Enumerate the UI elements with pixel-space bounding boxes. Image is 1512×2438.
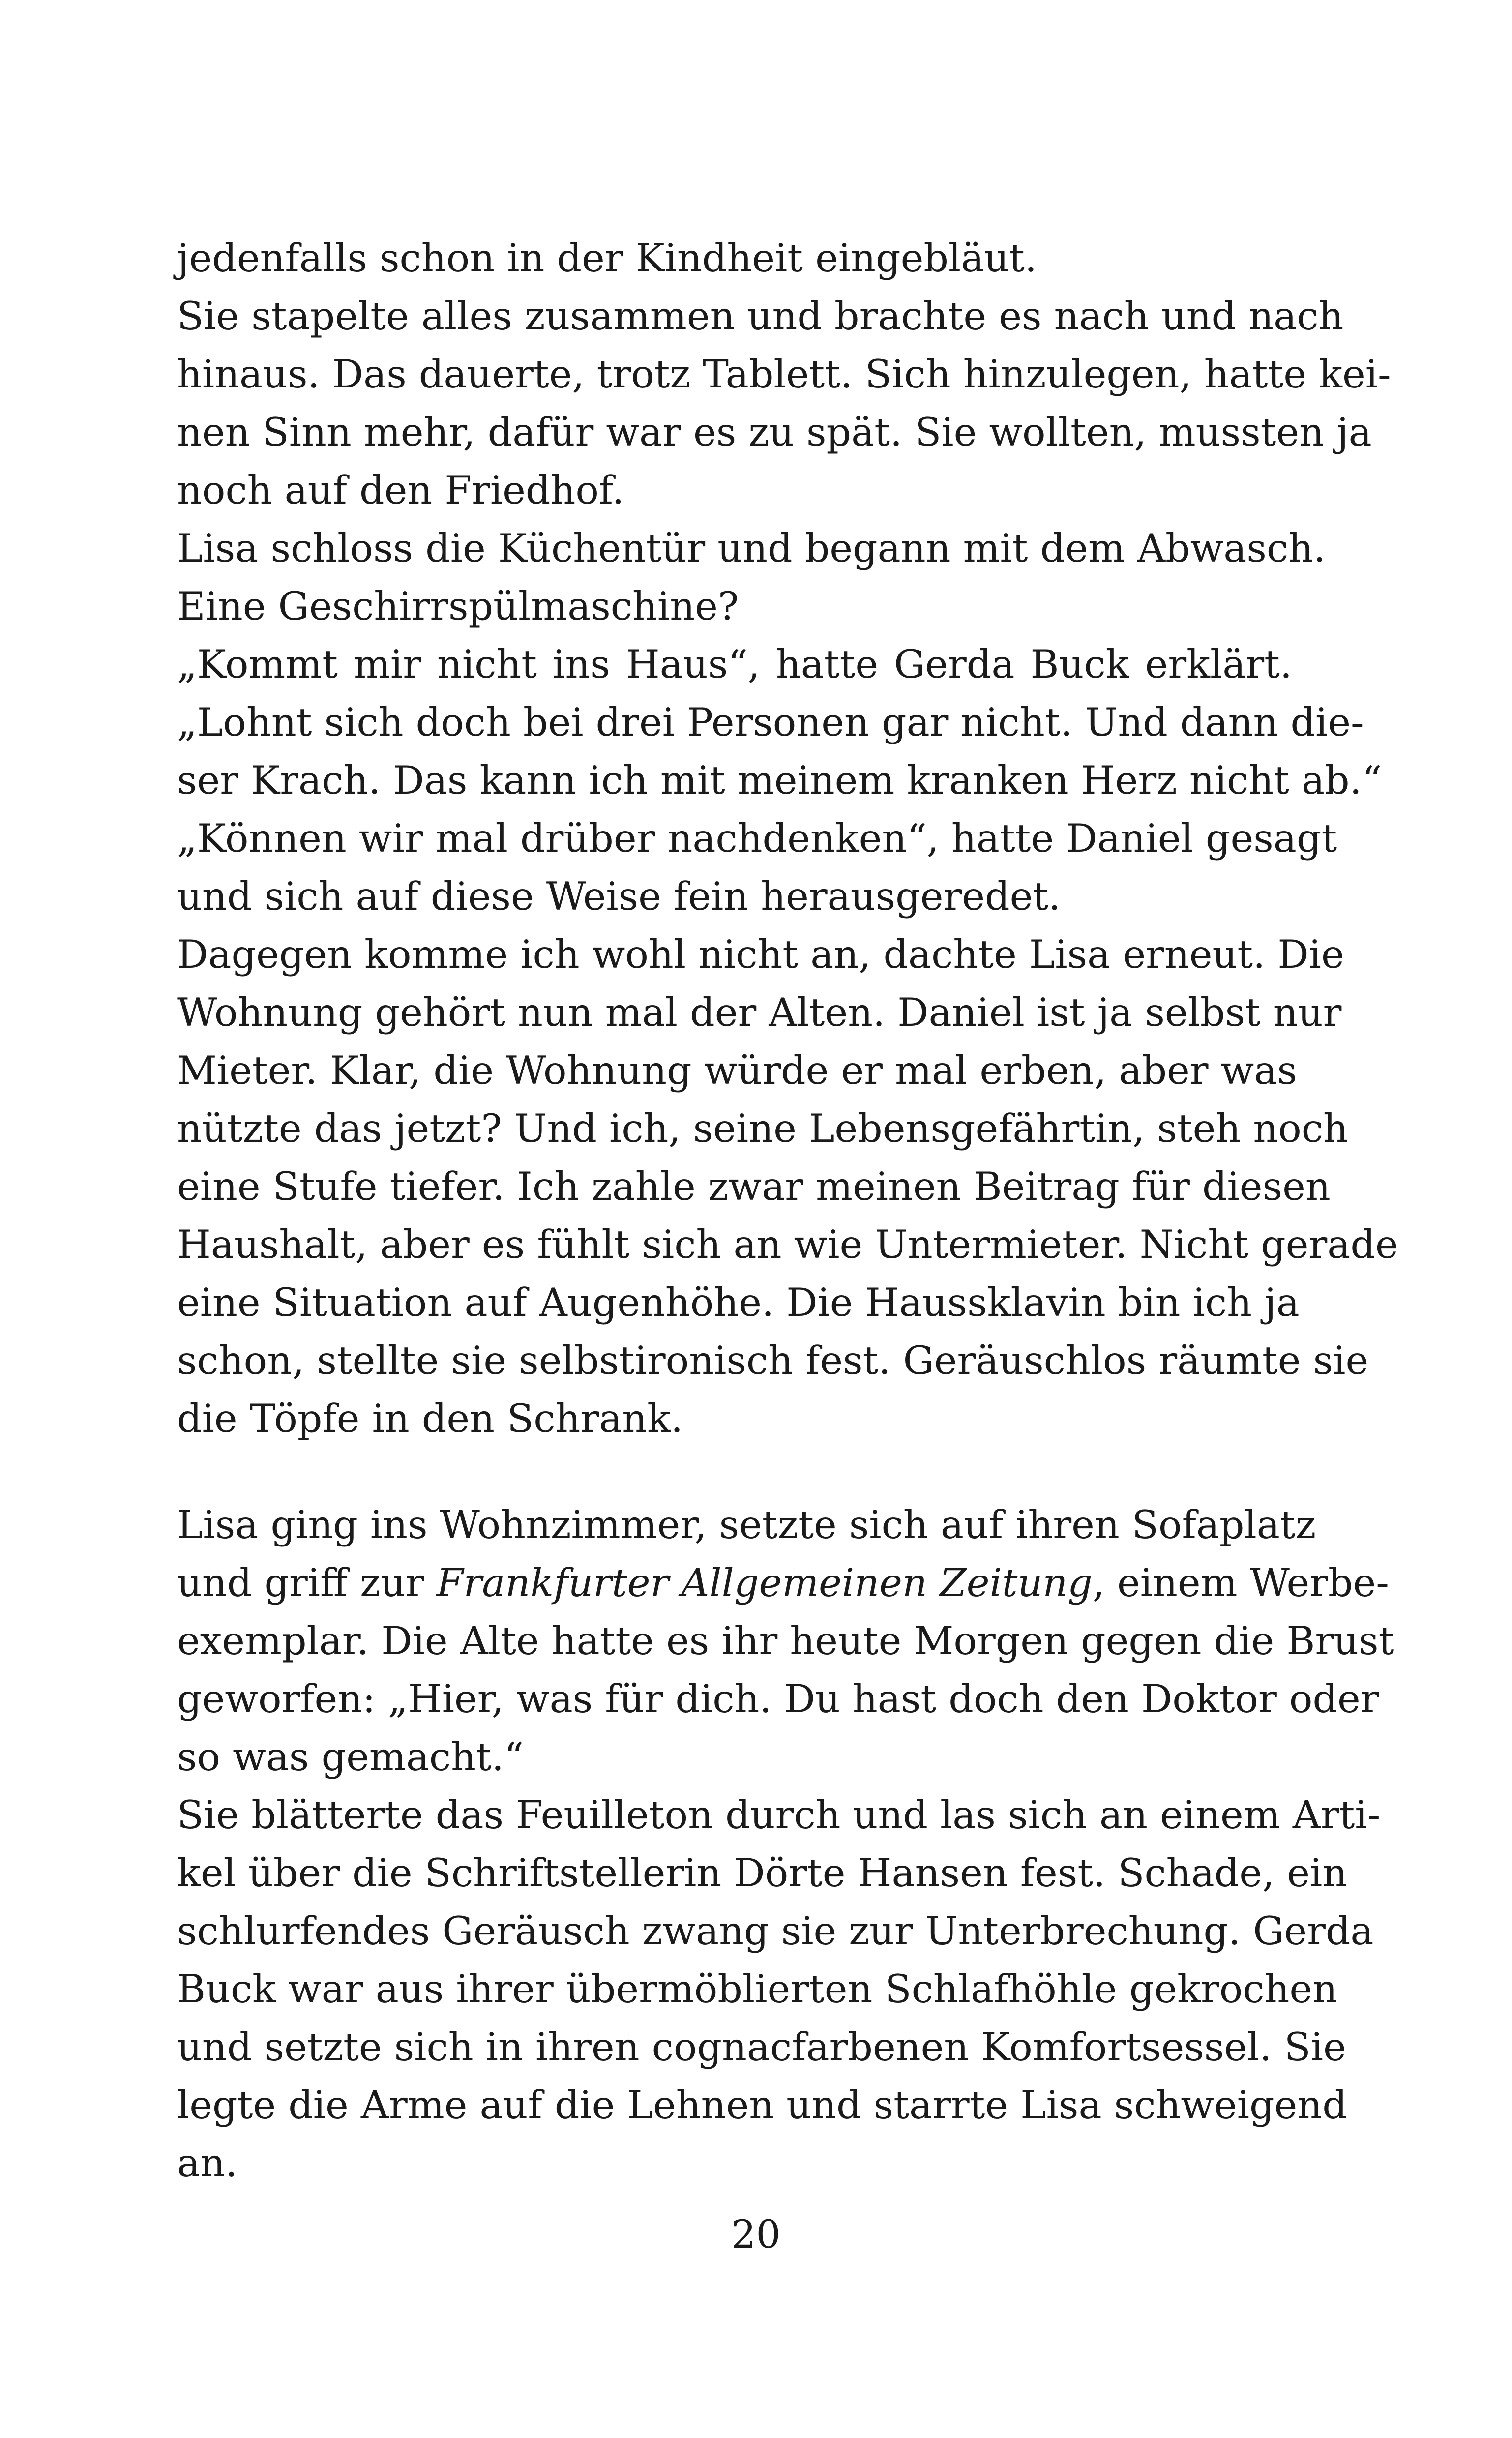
text-line: und setzte sich in ihren cognacfarbenen Komfortsessel. Sie xyxy=(177,2024,1346,2070)
text-line: „Lohnt sich doch bei drei Personen gar nicht. Und dann die- xyxy=(177,700,1364,745)
text-line: eine Stufe tiefer. Ich zahle zwar meinen Beitrag für diesen xyxy=(177,1164,1331,1209)
text-fragment: , einem Werbe- xyxy=(1092,1560,1389,1606)
text-line: Eine Geschirrspülmaschine? xyxy=(177,584,739,629)
text-line: Lisa ging ins Wohnzimmer, setzte sich auf ihren Sofaplatz xyxy=(177,1502,1316,1547)
text-line: die Töpfe in den Schrank. xyxy=(177,1396,683,1441)
text-fragment: und griff zur xyxy=(177,1560,437,1606)
text-line-with-title xyxy=(177,1554,1389,1612)
text-line: ser Krach. Das kann ich mit meinem kranken Herz nicht ab.“ xyxy=(177,758,1382,803)
text-line: und sich auf diese Weise fein herausgeredet. xyxy=(177,874,1061,919)
text-line: hinaus. Das dauerte, trotz Tablett. Sich hinzulegen, hatte kei- xyxy=(177,352,1391,397)
text-line: eine Situation auf Augenhöhe. Die Haussklavin bin ich ja xyxy=(177,1280,1300,1325)
text-line: jedenfalls schon in der Kindheit eingebläut. xyxy=(177,236,1038,281)
text-line: Buck war aus ihrer übermöblierten Schlafhöhle gekrochen xyxy=(177,1966,1338,2012)
text-line: schlurfendes Geräusch zwang sie zur Unterbrechung. Gerda xyxy=(177,1908,1374,1954)
text-line: so was gemacht.“ xyxy=(177,1734,524,1780)
text-line: Dagegen komme ich wohl nicht an, dachte Lisa erneut. Die xyxy=(177,932,1344,977)
text-line: Mieter. Klar, die Wohnung würde er mal erben, aber was xyxy=(177,1048,1297,1093)
text-line: Wohnung gehört nun mal der Alten. Daniel ist ja selbst nur xyxy=(177,990,1342,1035)
text-line: noch auf den Friedhof. xyxy=(177,468,624,513)
text-line: Lisa schloss die Küchentür und begann mit dem Abwasch. xyxy=(177,526,1326,571)
text-line: Sie blätterte das Feuilleton durch und las sich an einem Arti- xyxy=(177,1792,1381,1838)
text-line: schon, stellte sie selbstironisch fest. Geräuschlos räumte sie xyxy=(177,1338,1369,1383)
text-line: kel über die Schriftstellerin Dörte Hansen fest. Schade, ein xyxy=(177,1850,1348,1896)
text-line: an. xyxy=(177,2141,238,2186)
text-line: Sie stapelte alles zusammen und brachte es nach und nach xyxy=(177,294,1344,339)
text-line: „Kommt mir nicht ins Haus“, hatte Gerda Buck erklärt. xyxy=(177,642,1292,687)
newspaper-title: Frankfurter Allgemeinen Zeitung xyxy=(436,1560,1093,1606)
text-block-1 xyxy=(177,229,1398,1448)
text-block-2 xyxy=(177,1496,1394,2192)
text-line: exemplar. Die Alte hatte es ihr heute Morgen gegen die Brust xyxy=(177,1618,1394,1664)
text-line: Haushalt, aber es fühlt sich an wie Untermieter. Nicht gerade xyxy=(177,1222,1398,1267)
page-number: 20 xyxy=(731,2212,781,2257)
text-line: „Können wir mal drüber nachdenken“, hatte Daniel gesagt xyxy=(177,816,1337,861)
text-line: nützte das jetzt? Und ich, seine Lebensgefährtin, steh noch xyxy=(177,1106,1348,1151)
text-line: nen Sinn mehr, dafür war es zu spät. Sie wollten, mussten ja xyxy=(177,410,1372,455)
text-line: legte die Arme auf die Lehnen und starrte Lisa schweigend xyxy=(177,2082,1347,2128)
text-line: geworfen: „Hier, was für dich. Du hast doch den Doktor oder xyxy=(177,1676,1379,1722)
